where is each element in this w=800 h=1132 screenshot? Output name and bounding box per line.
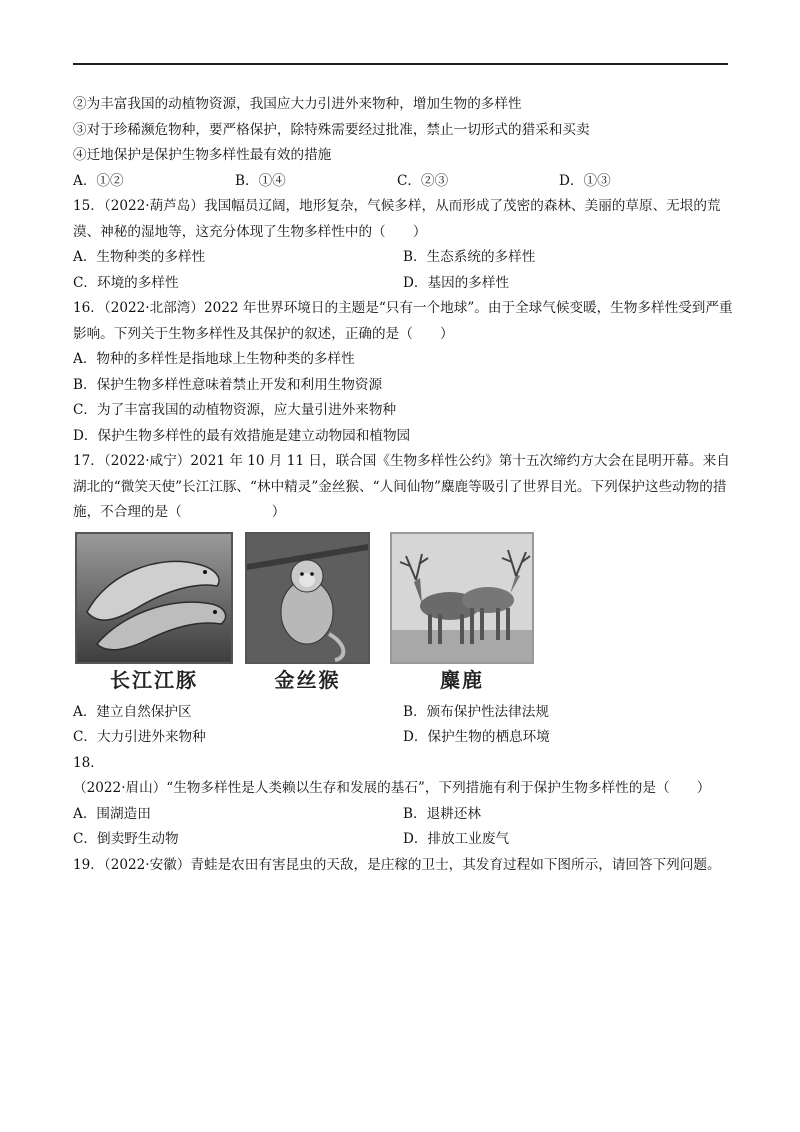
q16-stem (73, 296, 733, 347)
q16-text: （2022·北部湾）2022 年世界环境日的主题是“只有一个地球”。由于全球气候变暖，生物多样性受到严重影响。下列关于生物多样性及其保护的叙述，正确的是（ ） (73, 300, 733, 342)
caption-monkey: 金丝猴 (274, 667, 341, 692)
figure-milu-deer (390, 532, 534, 694)
monkey-photo (245, 532, 370, 664)
porpoise-photo (75, 532, 233, 664)
q15-number: 15． (73, 198, 104, 214)
q19-text: （2022·安徽）青蛙是农田有害昆虫的天敌，是庄稼的卫士，其发育过程如下图所示，请回答下列问题。 (103, 856, 721, 873)
q19-stem (73, 853, 733, 879)
q15-option-c[interactable]: C．环境的多样性 (73, 274, 179, 291)
figure-golden-monkey (245, 532, 370, 694)
q14-option-b[interactable]: B．①④ (235, 172, 286, 189)
caption-deer: 麋鹿 (440, 667, 484, 692)
figure-finless-porpoise (75, 532, 233, 694)
q15-options-row1 (73, 245, 733, 271)
q17-options-row2 (73, 725, 733, 751)
q17-number: 17． (73, 453, 104, 469)
q15-stem (73, 194, 733, 245)
q16-option-a[interactable]: A．物种的多样性是指地球上生物种类的多样性 (73, 351, 355, 367)
q16-option-d[interactable]: D．保护生物多样性的最有效措施是建立动物园和植物园 (73, 427, 411, 444)
q14-item-2: ②为丰富我国的动植物资源，我国应大力引进外来物种，增加生物的多样性 (73, 96, 522, 112)
q15-option-d[interactable]: D．基因的多样性 (403, 274, 510, 291)
q15-text: （2022·葫芦岛）我国幅员辽阔，地形复杂，气候多样，从而形成了茂密的森林、美丽的草原、无垠的荒漠、神秘的湿地等，这充分体现了生物多样性中的（ ） (73, 198, 721, 240)
page-content (73, 92, 733, 878)
q18-number: 18． (73, 754, 104, 771)
q17-stem (73, 449, 733, 526)
q17-options-row1 (73, 700, 733, 726)
q14-item-3: ③对于珍稀濒危物种，要严格保护，除特殊需要经过批准，禁止一切形式的猎采和买卖 (73, 121, 590, 138)
q14-item-4: ④迁地保护是保护生物多样性最有效的措施 (73, 147, 332, 163)
q14-option-c[interactable]: C．②③ (397, 172, 449, 189)
q15-options-row2 (73, 271, 733, 297)
q18-stem (73, 751, 733, 802)
q18-options-row2 (73, 827, 733, 853)
caption-porpoise: 长江江豚 (110, 667, 198, 692)
q18-option-b[interactable]: B．退耕还林 (403, 805, 481, 822)
header-rule (73, 63, 728, 65)
q17-option-c[interactable]: C．大力引进外来物种 (73, 729, 206, 745)
q16-option-b[interactable]: B．保护生物多样性意味着禁止开发和利用生物资源 (73, 376, 383, 393)
q17-option-a[interactable]: A．建立自然保护区 (73, 703, 192, 720)
q17-images (73, 532, 733, 698)
q15-option-a[interactable]: A．生物种类的多样性 (73, 249, 206, 265)
q16-option-c[interactable]: C．为了丰富我国的动植物资源，应大量引进外来物种 (73, 402, 397, 418)
q18-options-row1 (73, 802, 733, 828)
q14-option-d[interactable]: D．①③ (559, 172, 611, 189)
q14-option-a[interactable]: A．①② (73, 172, 124, 189)
q15-option-b[interactable]: B．生态系统的多样性 (403, 249, 536, 265)
q17-text: （2022·咸宁）2021 年 10 月 11 日，联合国《生物多样性公约》第十五次缔约方大会在昆明开幕。来自湖北的“微笑天使”长江江豚、“林中精灵”金丝猴、“人间仙物”麋鹿等吸引了世界目光。下列保护这些动物的措施，不合理的是（ (73, 453, 730, 520)
deer-photo (390, 532, 534, 664)
q18-option-c[interactable]: C．倒卖野生动物 (73, 831, 179, 847)
q17-option-b[interactable]: B．颁布保护性法律法规 (403, 703, 549, 720)
q18-option-a[interactable]: A．围湖造田 (73, 805, 151, 822)
q16-number: 16． (73, 300, 104, 316)
q18-option-d[interactable]: D．排放工业废气 (403, 831, 510, 847)
q18-text: （2022·眉山）“生物多样性是人类赖以生存和发展的基石”，下列措施有利于保护生物多样性的是（ ） (73, 780, 711, 796)
q17-text-end: ） (271, 504, 286, 520)
q19-number: 19． (73, 856, 104, 873)
q17-option-d[interactable]: D．保护生物的栖息环境 (403, 729, 550, 745)
q14-options (73, 169, 733, 195)
